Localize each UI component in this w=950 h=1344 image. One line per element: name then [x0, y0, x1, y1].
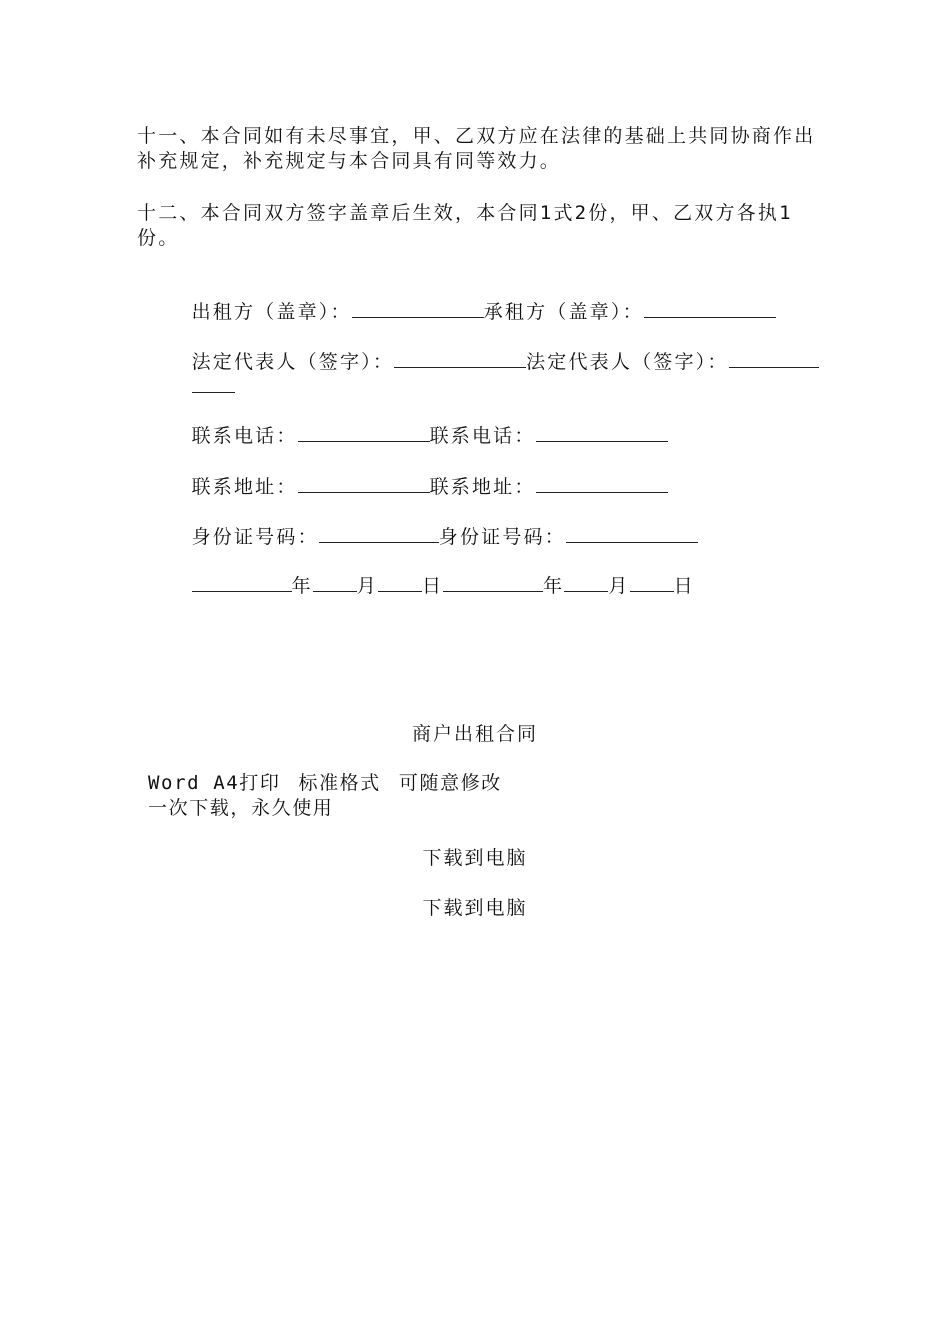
- promo-format: Word A4打印: [148, 772, 281, 794]
- phone-blank-a[interactable]: [298, 423, 430, 442]
- lessee-seal-blank[interactable]: [644, 299, 776, 318]
- lessee-seal-label: 承租方（盖章）：: [483, 301, 644, 323]
- address-label-a: 联系地址：: [191, 476, 298, 498]
- id-blank-b[interactable]: [566, 524, 698, 543]
- year-blank-a[interactable]: [192, 573, 292, 592]
- legal-rep-label-b: 法定代表人（签字）：: [526, 351, 729, 373]
- clause-eleven: 十一、本合同如有未尽事宜，甲、乙双方应在法律的基础上共同协商作出补充规定，补充规定与本合同具有同等效力。: [137, 125, 816, 172]
- promo-standard: 标准格式: [298, 772, 381, 794]
- id-label-a: 身份证号码：: [191, 526, 319, 548]
- date-row: [137, 548, 695, 624]
- phone-label-b: 联系电话：: [429, 425, 536, 447]
- document-title: 商户出租合同: [411, 723, 538, 745]
- id-label-b: 身份证号码：: [438, 526, 566, 548]
- phone-blank-b[interactable]: [536, 423, 668, 442]
- lessor-seal-label: 出租方（盖章）：: [191, 301, 352, 323]
- day-blank-b[interactable]: [630, 573, 674, 592]
- address-blank-b[interactable]: [536, 474, 668, 493]
- month-label-b: 月: [608, 575, 630, 597]
- id-blank-a[interactable]: [319, 524, 439, 543]
- address-label-b: 联系地址：: [429, 476, 536, 498]
- legal-rep-blank-b-cont[interactable]: [192, 374, 235, 393]
- month-blank-b[interactable]: [564, 573, 608, 592]
- day-blank-a[interactable]: [378, 573, 422, 592]
- download-link-2[interactable]: 下载到电脑: [422, 897, 528, 919]
- address-blank-a[interactable]: [298, 474, 430, 493]
- legal-rep-blank-b[interactable]: [729, 349, 819, 368]
- day-label-b: 日: [673, 575, 695, 597]
- download-link-1[interactable]: 下载到电脑: [422, 847, 528, 869]
- legal-rep-row: [137, 324, 819, 400]
- month-blank-a[interactable]: [313, 573, 357, 592]
- day-label-a: 日: [421, 575, 444, 597]
- year-label-a: 年: [291, 575, 313, 597]
- promo-editable: 可随意修改: [398, 772, 502, 794]
- legal-rep-label-a: 法定代表人（签字）：: [191, 351, 395, 373]
- year-blank-b[interactable]: [443, 573, 543, 592]
- promo-line-1: [148, 771, 502, 796]
- phone-label-a: 联系电话：: [191, 425, 298, 447]
- legal-rep-blank-a[interactable]: [394, 349, 526, 368]
- promo-line-2: 一次下载，永久使用: [148, 797, 334, 819]
- lessor-seal-blank[interactable]: [352, 299, 484, 318]
- clause-twelve: 十二、本合同双方签字盖章后生效，本合同1式2份，甲、乙双方各执1份。: [137, 202, 793, 249]
- year-label-b: 年: [543, 575, 565, 597]
- month-label-a: 月: [356, 575, 378, 597]
